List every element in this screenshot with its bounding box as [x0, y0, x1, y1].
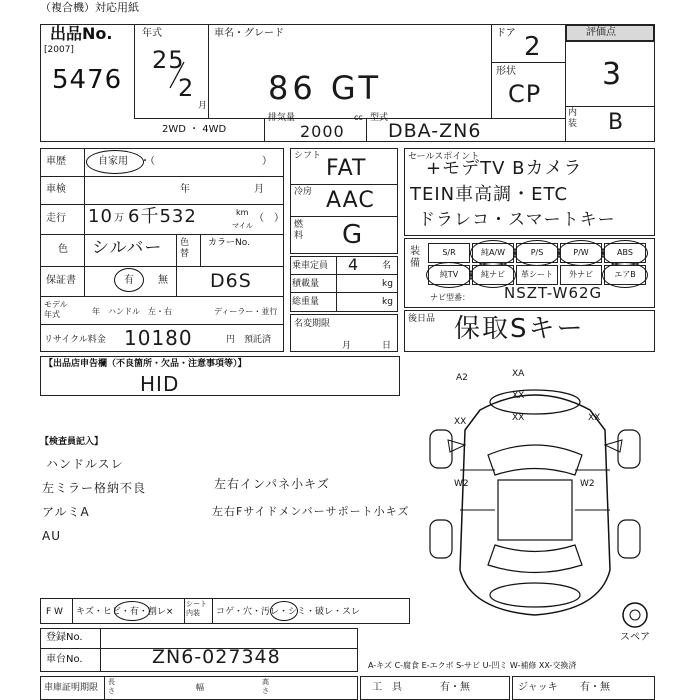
- spare-tire-icon: [620, 600, 650, 630]
- recycle-unit: 円: [226, 335, 236, 345]
- mileage-mile: マイル: [232, 222, 253, 230]
- sales-points-line3: ドラレコ・スマートキー: [418, 210, 616, 230]
- seat-circle: [270, 601, 298, 621]
- cert-sub3: 高さ: [262, 678, 269, 695]
- diagram-mark-xa: XA: [512, 369, 525, 379]
- history-value: 自家用: [98, 156, 128, 167]
- car-diagram: [410, 370, 660, 620]
- color-label: 色: [58, 244, 68, 255]
- load-unit: kg: [382, 279, 393, 289]
- lot-number: 5476: [52, 65, 123, 95]
- chassis-value: ZN6-027348: [152, 646, 281, 668]
- interior-value: B: [608, 110, 625, 135]
- inspection-label: 車検: [46, 184, 66, 195]
- fw-label: F W: [46, 607, 63, 617]
- ac-value: AAC: [326, 188, 375, 213]
- inspector-label: 【検査員記入】: [40, 437, 104, 447]
- jack-label: ジャッキ: [518, 682, 558, 693]
- load-label: 積載量: [292, 279, 320, 289]
- tools-value: 有・無: [440, 682, 470, 693]
- equip-row2-circle-0: [426, 262, 472, 288]
- equip-row1-circle-2: [514, 240, 560, 266]
- tools-label: 工 具: [372, 682, 402, 693]
- jack-value: 有・無: [580, 682, 610, 693]
- body-type-label: 形状: [496, 66, 516, 77]
- color-value: シルバー: [92, 238, 163, 258]
- equip-row1-4: ABS: [604, 243, 646, 263]
- recycle-value: 10180: [124, 326, 193, 350]
- seller-notes-value: HID: [140, 372, 180, 396]
- shift-value: FAT: [326, 156, 367, 181]
- year-label: 年式: [142, 28, 162, 39]
- year-unit: 月: [198, 101, 208, 111]
- diagram-mark-xx-4: XX: [512, 391, 525, 401]
- recycle-note: 預託済: [244, 335, 272, 345]
- name-change-day: 日: [382, 341, 392, 351]
- equip-row1-1: 純A/W: [472, 243, 514, 263]
- body-type-value: CP: [508, 80, 542, 108]
- grade-score-value: 3: [602, 57, 623, 92]
- mileage-man-unit: 万: [114, 213, 124, 224]
- navi-value: NSZT-W62G: [504, 284, 603, 302]
- doors-value: 2: [524, 32, 542, 62]
- doors-label: ドア: [496, 28, 516, 39]
- history-label: 車歴: [46, 156, 66, 167]
- equip-row2-circle-1: [470, 262, 516, 288]
- weight-label: 総重量: [292, 297, 320, 307]
- fuel-value: G: [342, 220, 364, 250]
- interior-label: 内装: [568, 108, 578, 129]
- inspector-line2: 左ミラー格納不良: [42, 481, 147, 495]
- mileage-man: 10: [88, 206, 113, 227]
- displacement-label: 排気量: [268, 113, 296, 123]
- equip-row1-0: S/R: [428, 243, 470, 263]
- chassis-label: 車台No.: [46, 654, 83, 665]
- model-handle: 年 ハンドル 左・右: [92, 307, 172, 316]
- warranty-circle: [114, 268, 144, 292]
- shift-label: シフト: [294, 151, 322, 161]
- inspector-line4: AU: [42, 529, 61, 543]
- rear-value: 保取Sキー: [454, 314, 585, 344]
- equip-row2-3: 外ナビ: [560, 265, 602, 285]
- equip-row2-0: 純TV: [428, 265, 470, 285]
- equip-row1-2: P/S: [516, 243, 558, 263]
- equipment-label: 装備: [410, 246, 420, 269]
- car-name-label: 車名・グレード: [214, 28, 284, 39]
- rear-label: 後日品: [408, 314, 436, 324]
- mileage-rest: 6千532: [128, 206, 197, 227]
- history-circle: [86, 150, 144, 174]
- capacity-value: 4: [348, 255, 360, 274]
- history-close: ）: [262, 156, 272, 167]
- model-year-label: モデル年式: [44, 300, 68, 319]
- warranty-yes: 有: [124, 275, 134, 286]
- displacement-unit: cc: [354, 113, 363, 122]
- damage-legend: A-キズ C-腐食 E-エクボ S-サビ U-凹ミ W-補修 XX-交換済: [368, 661, 577, 670]
- year-month: 2: [178, 74, 195, 102]
- color-no-label: カラーNo.: [208, 238, 250, 248]
- inspector-line1: ハンドルスレ: [46, 457, 124, 471]
- name-change-month: 月: [342, 341, 352, 351]
- fuel-label: 燃料: [294, 220, 304, 241]
- sales-points-label: セールスポイント: [408, 152, 480, 162]
- navi-label: ナビ型番：: [430, 293, 470, 302]
- name-change-label: 名変期限: [294, 319, 331, 329]
- equip-row2-4: エアB: [604, 265, 646, 285]
- diagram-mark-a2: A2: [456, 373, 468, 383]
- fw-circle: [114, 601, 150, 621]
- year-slash: [168, 60, 188, 90]
- displacement-value: 2000: [300, 122, 345, 141]
- spare-label: スペア: [620, 632, 650, 643]
- mileage-label: 走行: [46, 213, 66, 224]
- ac-label: 冷房: [294, 187, 313, 197]
- cert-sub1: 長さ: [108, 678, 115, 695]
- diagram-mark-xx-3: XX: [588, 413, 601, 423]
- mileage-paren: （ ）: [254, 213, 284, 224]
- lot-year-tag: [2007]: [44, 45, 74, 55]
- header-text: （複合機）対応用紙: [40, 1, 139, 14]
- capacity-unit: 名: [382, 261, 392, 271]
- sales-points-line2: TEIN車高調・ETC: [410, 184, 569, 205]
- warranty-label: 保証書: [46, 275, 76, 286]
- inspector-line3: アルミA: [42, 505, 90, 519]
- model-code-value: DBA-ZN6: [388, 120, 482, 142]
- grade-score-label: 評価点: [586, 27, 616, 38]
- color-no-value: D6S: [210, 270, 252, 292]
- diagram-mark-w2-2: W2: [580, 479, 595, 489]
- fw-items: キズ・ヒビ・有・割レ×: [76, 607, 174, 617]
- recycle-label: リサイクル料金: [44, 335, 106, 345]
- seat-items: コゲ・穴・汚レ・シミ・破レ・スレ: [216, 607, 361, 617]
- capacity-label: 乗車定員: [292, 261, 329, 271]
- inspector-line5: 左右インパネ小キズ: [214, 477, 330, 491]
- color-change: 色替: [180, 238, 190, 259]
- diagram-mark-w2-1: W2: [454, 479, 469, 489]
- weight-unit: kg: [382, 297, 393, 307]
- seller-notes-label: 【出品店申告欄（不良箇所・欠品・注意事項等）】: [44, 359, 247, 369]
- reg-label: 登録No.: [46, 632, 83, 643]
- diagram-mark-xx-2: XX: [512, 413, 525, 423]
- inspector-line6: 左右Fサイドメンバーサポート小キズ: [212, 505, 410, 518]
- year-value: 25: [152, 46, 185, 74]
- history-open: ・（: [140, 156, 155, 167]
- equip-row2-circle-4: [602, 262, 648, 288]
- cert-sub2: 幅: [196, 683, 204, 692]
- lot-label: 出品No.: [50, 24, 113, 43]
- equip-row1-circle-3: [558, 240, 604, 266]
- equip-row2-2: 革シート: [516, 265, 558, 285]
- equip-row2-1: 純ナビ: [472, 265, 514, 285]
- mileage-km: km: [236, 208, 249, 217]
- inspection-year: 年: [180, 184, 190, 195]
- model-dealer: ディーラー・並行: [214, 307, 278, 316]
- cert-label: 車庫証明期限: [44, 683, 99, 693]
- drive-label: 2WD ・ 4WD: [162, 124, 227, 135]
- equip-row1-3: P/W: [560, 243, 602, 263]
- diagram-mark-xx-1: XX: [454, 417, 467, 427]
- sales-points-line1: +モデTV Bカメラ: [426, 158, 583, 179]
- inspection-month: 月: [254, 184, 264, 195]
- car-name-value: 86 GT: [268, 69, 383, 107]
- warranty-no: 無: [158, 275, 168, 286]
- seat-label: シート内装: [186, 600, 207, 617]
- model-code-label: 型式: [370, 113, 389, 123]
